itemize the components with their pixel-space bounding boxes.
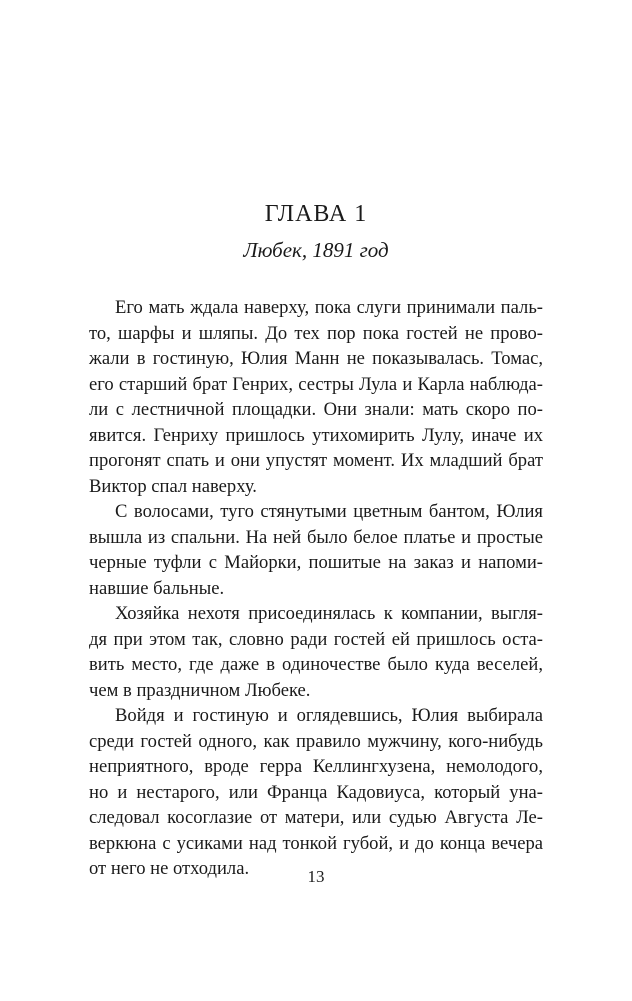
chapter-subtitle: Любек, 1891 год xyxy=(243,238,389,262)
page-number: 13 xyxy=(307,867,325,886)
paragraph-1 xyxy=(89,295,543,499)
text-line: Войдя и гостиную и оглядевшись, Юлия выбирала xyxy=(115,705,543,726)
text-line: черные туфли с Майорки, пошитые на заказ и напоми- xyxy=(89,552,543,573)
text-line: Его мать ждала наверху, пока слуги принимали паль- xyxy=(115,297,543,318)
text-line: чем в праздничном Любеке. xyxy=(89,679,311,701)
paragraph-3 xyxy=(89,601,543,703)
text-line: следовал косоглазие от матери, или судью Августа Ле- xyxy=(89,807,543,828)
text-line: явится. Генриху пришлось утихомирить Лулу, иначе их xyxy=(89,424,543,446)
text-line: но и нестарого, или Франца Кадовиуса, который уна- xyxy=(89,781,543,803)
text-line: вить место, где даже в одиночестве было куда веселей, xyxy=(89,654,543,675)
text-line: неприятного, вроде герра Келлингхузена, немолодого, xyxy=(89,756,543,777)
body-text xyxy=(89,295,543,882)
text-line: С волосами, туго стянутыми цветным бантом, Юлия xyxy=(115,501,543,522)
paragraph-2 xyxy=(89,499,543,601)
text-line: его старший брат Генрих, сестры Лула и Карла наблюда- xyxy=(89,373,543,395)
text-line: навшие бальные. xyxy=(89,577,225,599)
chapter-title: ГЛАВА 1 xyxy=(264,201,368,227)
text-line: Виктор спал наверху. xyxy=(89,475,257,497)
paragraph-4 xyxy=(89,703,543,882)
text-line: прогонят спать и они упустят момент. Их младший брат xyxy=(89,450,543,471)
text-line: вышла из спальни. На ней было белое платье и простые xyxy=(89,526,543,548)
text-line: дя при этом так, словно ради гостей ей пришлось оста- xyxy=(89,628,543,650)
text-line: жали в гостиную, Юлия Манн не показывалась. Томас, xyxy=(89,348,543,369)
text-line: Хозяйка нехотя присоединялась к компании, выгля- xyxy=(115,603,543,624)
text-line: веркюна с усиками над тонкой губой, и до конца вечера xyxy=(89,832,543,854)
text-line: то, шарфы и шляпы. До тех пор пока гостей не прово- xyxy=(89,322,543,344)
text-line: от него не отходила. xyxy=(89,858,250,879)
text-line: среди гостей одного, как правило мужчину, кого-нибудь xyxy=(89,730,543,752)
text-line: ли с лестничной площадки. Они знали: мать скоро по- xyxy=(89,399,543,420)
